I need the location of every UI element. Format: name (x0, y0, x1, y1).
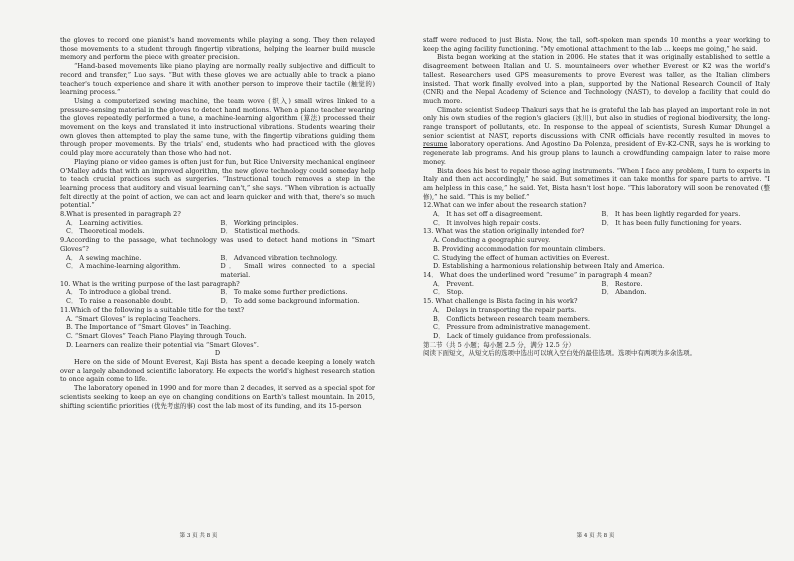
passage-d-paragraph: Here on the side of Mount Everest, Kaji Bista has spent a decade keeping a lonely watch over a largely abandoned scientific laboratory. He expects the world's highest research station to once again come to life. (60, 358, 375, 384)
options (60, 254, 375, 280)
option[interactable]: A. Conducting a geographic survey. (433, 236, 551, 245)
option[interactable]: D. Establishing a harmonious relationship between Italy and America. (433, 262, 665, 271)
option[interactable]: D． Lack of timely guidance from professionals. (433, 331, 592, 340)
option[interactable]: C. Studying the effect of human activities on Everest. (433, 253, 610, 262)
right-column (423, 36, 770, 358)
option[interactable]: C． It involves high repair costs. (433, 218, 541, 227)
option[interactable]: B． Working principles. (220, 218, 299, 227)
options (423, 306, 770, 341)
passage-c-paragraph: Playing piano or video games is often just for fun, but Rice University mechanical engineer O'Malley adds that with an improved algorithm, the new glove technology could someday help to teach crucial practices such as surgeries. “Instructional touch removes a step in the learning process that auditory and visual learning can't,” she says. “When vibration is actually felt directly at the point of action, we can act and learn quicker and with that, there's so much potential.” (60, 157, 375, 210)
option[interactable]: D． To add some background information. (220, 297, 360, 306)
question-stem: 14． What does the underlined word “resume” in paragraph 4 mean? (423, 270, 652, 279)
underlined-word-resume: resume (423, 140, 448, 149)
option[interactable]: B． Advanced vibration technology. (220, 253, 338, 262)
question-8 (60, 210, 375, 236)
option[interactable]: B． To make some further predictions. (220, 288, 348, 297)
passage-c-paragraph: the gloves to record one pianist's hand movements while playing a song. They then relayed those movements to a student through fingertip vibrations, helping the learner build muscle memory and perform the piece with greater precision. (60, 36, 375, 62)
option[interactable]: A． Prevent. (433, 279, 474, 288)
question-9 (60, 236, 375, 280)
option[interactable]: C． Pressure from administrative management. (433, 323, 591, 332)
question-13 (423, 227, 770, 271)
question-11 (60, 306, 375, 350)
passage-d-paragraph: The laboratory opened in 1990 and for more than 2 decades, it served as a special spot for scientists seeking to keep an eye on changing conditions on Earth's tallest mountain. In 2015, shifting scientific priorities (优先考虑的事) cost the lab most of its funding, and its 15-person (60, 384, 375, 410)
option[interactable]: A． To introduce a global trend. (66, 288, 172, 297)
option[interactable]: A． A sewing machine. (66, 253, 142, 262)
option[interactable]: C． Theoretical models. (66, 227, 145, 236)
paragraph-text: Climate scientist Sudeep Thakuri says that he is grateful the lab has played an important role in not only his own studies of the region's glaciers (冰川), but also in studies of regional biodiversity, the long-range transport of pollutants, etc. In response to the appeal of scientists, Suresh Kumar Dhungel a senior scientist at NAST, reports discussions with CNR officials have recently resulted in moves to (423, 105, 770, 140)
question-stem: 10. What is the writing purpose of the last paragraph? (60, 279, 240, 288)
option[interactable]: A． Learning activities. (66, 218, 143, 227)
option[interactable]: D． Small wires connected to a special material. (220, 262, 375, 279)
option[interactable]: B． Restore. (601, 279, 643, 288)
option[interactable]: C． To raise a reasonable doubt. (66, 297, 173, 306)
section-letter: D (214, 349, 221, 358)
passage-d-paragraph (423, 106, 770, 167)
option[interactable]: C． Stop. (433, 288, 464, 297)
question-stem: 15. What challenge is Bista facing in his work? (423, 297, 578, 306)
option[interactable]: B. Providing accommodation for mountain climbers. (433, 244, 606, 253)
option[interactable]: A． Delays in transporting the repair parts. (433, 305, 577, 314)
paragraph-text: laboratory operations. And Agostino Da Polenza, president of Ev-K2-CNR, says he is working to regenerate lab programs. And his group plans to launch a crowdfunding campaign later to raise more money. (423, 140, 770, 166)
question-stem: 13. What was the station originally intended for? (423, 227, 585, 236)
question-stem: 9.According to the passage, what technology was used to detect hand motions in “Smart Gloves”? (60, 236, 375, 253)
option[interactable]: D. Learners can realize their potential via “Smart Gloves”. (66, 340, 259, 349)
option[interactable]: D． Abandon. (601, 288, 647, 297)
right-page (397, 0, 794, 561)
question-10 (60, 280, 375, 306)
passage-d-paragraph: staff were reduced to just Bista. Now, the tall, soft-spoken man spends 10 months a year working to keep the aging facility functioning. “My emotional attachment to the lab … keeps me going,” he said. (423, 36, 770, 53)
passage-c-paragraph: “Hand-based movements like piano playing are normally really subjective and difficult to record and transfer,” Luo says. “But with these gloves we are actually able to track a piano teacher's touch experience and share it with another person to improve their tactile (触觉的) learning process.” (60, 62, 375, 97)
option[interactable]: C. “Smart Gloves” Teach Piano Playing through Touch. (66, 331, 247, 340)
passage-d-paragraph: Bista does his best to repair those aging instruments. “When I face any problem, I turn to experts in Italy and then act accordingly,” he said. But sometimes it can take months for spare parts to arrive. “I am helpless in this case,” he said. Yet, Bista hasn't lost hope. “This laboratory will soon be renovated (整修),” he said. “This is my belief.” (423, 166, 770, 201)
option[interactable]: D． Statistical methods. (220, 227, 300, 236)
option[interactable]: A. “Smart Gloves” is replacing Teachers. (66, 314, 201, 323)
options (60, 315, 375, 350)
options (423, 236, 770, 271)
question-15 (423, 297, 770, 341)
option[interactable]: D． It has been fully functioning for years. (601, 218, 742, 227)
option[interactable]: B. The Importance of “Smart Gloves” in Teaching. (66, 323, 232, 332)
question-stem: 12.What can we infer about the research station? (423, 201, 587, 210)
left-column (60, 36, 375, 410)
page-footer: 第 4 页 共 8 页 (576, 533, 615, 539)
page-footer: 第 3 页 共 8 页 (179, 533, 218, 539)
option[interactable]: B． It has been lightly regarded for years. (601, 210, 741, 219)
options (60, 288, 375, 305)
options (423, 210, 770, 227)
question-14 (423, 271, 770, 297)
option[interactable]: B． Conflicts between research team members. (433, 314, 590, 323)
passage-d-paragraph: Bista began working at the station in 2006. He states that it was originally established to settle a disagreement between Italian and U. S. mountaineers over whether Everest or K2 was the world's tallest. Researchers used GPS measurements to prove Everest was taller, as the Italian climbers insisted. That work finally evolved into a plan, supported by the National Research Council of Italy (CNR) and the Nepal Academy of Science and Technology (NAST), to develop a facility that could do much more. (423, 53, 770, 105)
options (423, 280, 770, 297)
section-2-instruction: 阅读下面短文，从短文后的选项中选出可以填入空白处的最佳选项。选项中有两项为多余选项。 (423, 349, 696, 358)
passage-c-paragraph: Using a computerized sewing machine, the team wove (织入) small wires linked to a pressure-sensing material in the gloves to detect hand motions. When a piano teacher wearing the gloves repeatedly performed a tune, a machine-learning algorithm (算法) processed their movement on the keys and translated it into instructional vibrations. Students wearing their own gloves then attempted to play the same tune, with the fingertip vibrations guiding them through proper movements. By the trials' end, students who had practiced with the gloves could play more accurately than those who had not. (60, 96, 375, 158)
option[interactable]: C． A machine-learning algorithm. (66, 262, 181, 271)
question-12 (423, 201, 770, 227)
question-stem: 8.What is presented in paragraph 2? (60, 210, 181, 219)
option[interactable]: A． It has set off a disagreement. (433, 210, 543, 219)
question-stem: 11.Which of the following is a suitable title for the text? (60, 305, 245, 314)
options (60, 219, 375, 236)
section-2-title: 第二节（共 5 小题；每小题 2.5 分，满分 12.5 分） (423, 340, 575, 349)
